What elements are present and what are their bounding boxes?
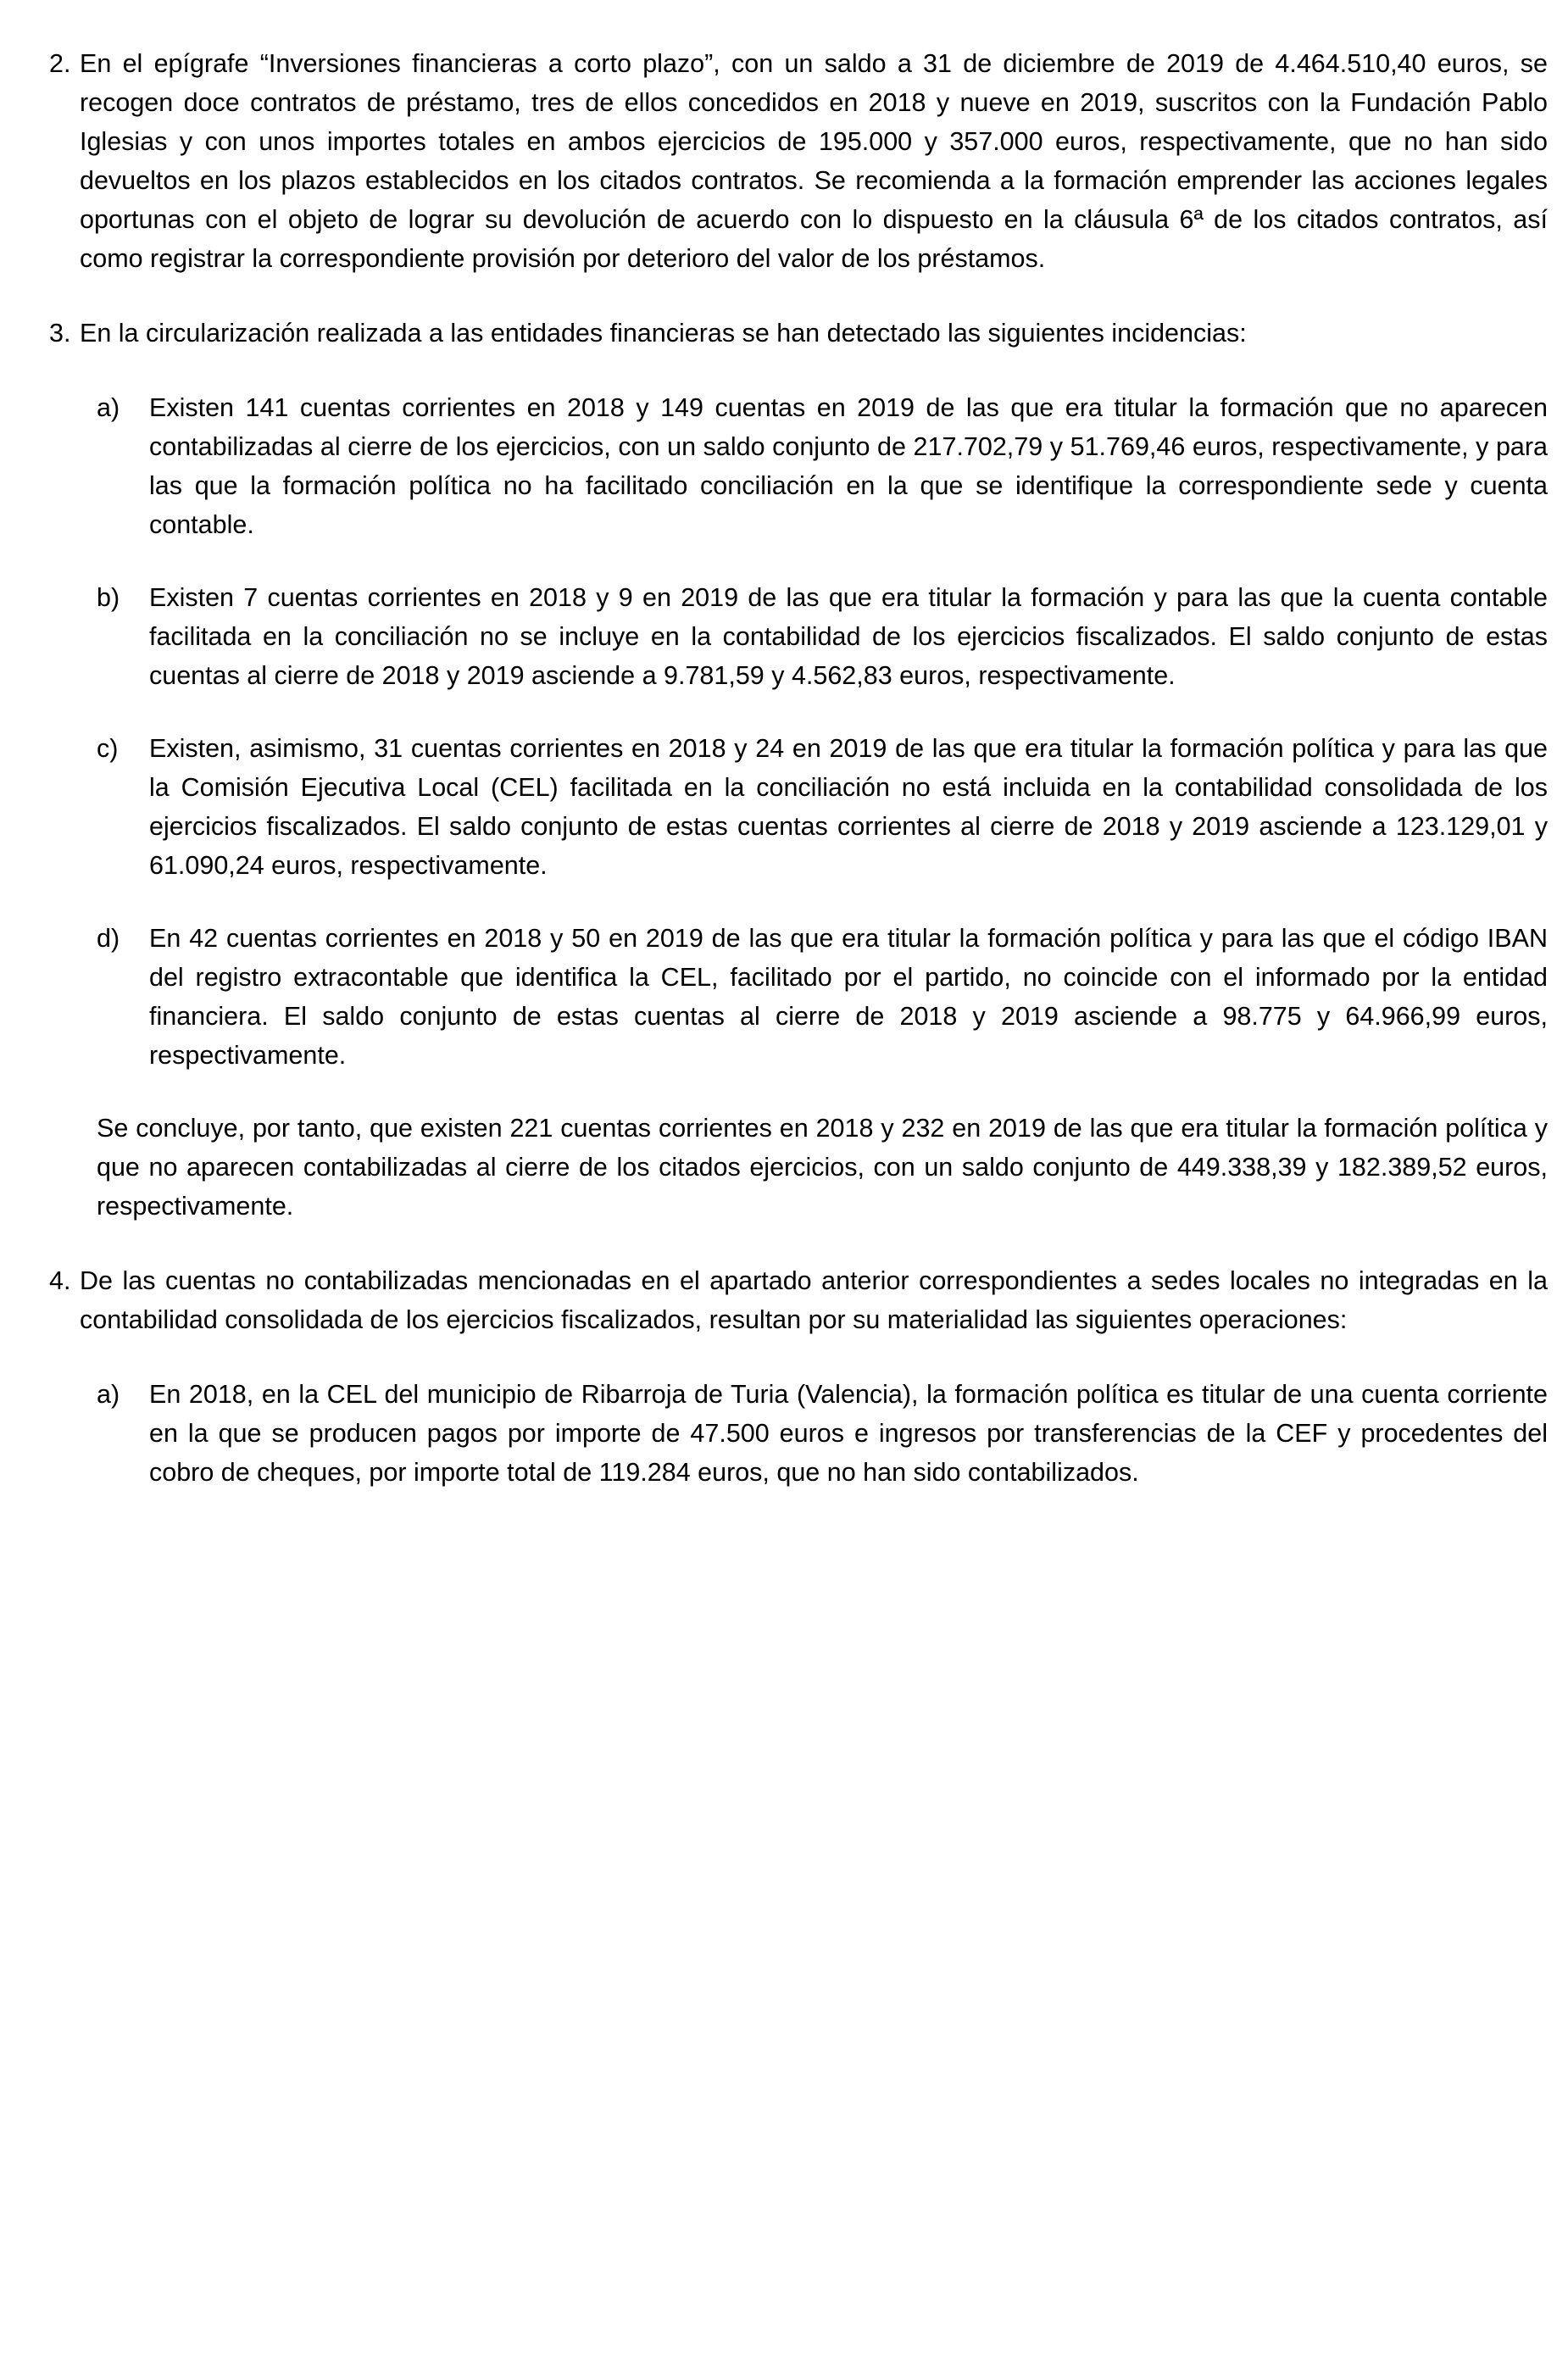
list-item-marker: d) (97, 924, 120, 953)
list-item-text: En 2018, en la CEL del municipio de Ribarroja de Turia (Valencia), la formación política es titular de una cuenta corriente en la que se producen pagos por importe de 47.500 euros e ingresos por transferencias de la CEF y procedentes del cobro de cheques, por importe total de 119.284 euros, que no han sido contabilizados. (149, 1380, 1548, 1487)
numbered-item (31, 44, 1548, 278)
list-item (31, 578, 1548, 695)
list-item-marker: a) (97, 1380, 120, 1409)
lettered-list (31, 388, 1548, 1075)
list-item-marker: b) (97, 583, 120, 612)
list-item (31, 388, 1548, 544)
lettered-list (31, 1375, 1548, 1492)
item-marker: 3. (49, 319, 71, 348)
list-item-text: Existen 7 cuentas corrientes en 2018 y 9 en 2019 de las que era titular la formación y para las que la cuenta contable facilitada en la conciliación no se incluye en la contabilidad de los ejercicios fiscalizados. El saldo conjunto de estas cuentas al cierre de 2018 y 2019 asciende a 9.781,59 y 4.562,83 euros, respectivamente. (149, 583, 1548, 690)
item-marker: 4. (49, 1266, 71, 1295)
item-text: En el epígrafe “Inversiones financieras a corto plazo”, con un saldo a 31 de diciembre de 2019 de 4.464.510,40 euros, se recogen doce contratos de préstamo, tres de ellos concedidos en 2018 y nueve en 2019, suscritos con la Fundación Pablo Iglesias y con unos importes totales en ambos ejercicios de 195.000 y 357.000 euros, respectivamente, que no han sido devueltos en los plazos establecidos en los citados contratos. Se recomienda a la formación emprender las acciones legales oportunas con el objeto de lograr su devolución de acuerdo con lo dispuesto en la cláusula 6ª de los citados contratos, así como registrar la correspondiente provisión por deterioro del valor de los préstamos. (80, 49, 1548, 273)
item-text: De las cuentas no contabilizadas mencionadas en el apartado anterior correspondientes a sedes locales no integradas en la contabilidad consolidada de los ejercicios fiscalizados, resultan por su materialidad las siguientes operaciones: (80, 1266, 1548, 1334)
numbered-item (31, 314, 1548, 353)
closing-paragraph: Se concluye, por tanto, que existen 221 cuentas corrientes en 2018 y 232 en 2019 de las que era titular la formación política y que no aparecen contabilizadas al cierre de los citados ejercicios, con un saldo conjunto de 449.338,39 y 182.389,52 euros, respectivamente. (97, 1114, 1548, 1221)
item-text: En la circularización realizada a las entidades financieras se han detectado las siguientes incidencias: (80, 319, 1247, 348)
list-item-text: Existen, asimismo, 31 cuentas corrientes en 2018 y 24 en 2019 de las que era titular la formación política y para las que la Comisión Ejecutiva Local (CEL) facilitada en la conciliación no está incluida en la contabilidad consolidada de los ejercicios fiscalizados. El saldo conjunto de estas cuentas corrientes al cierre de 2018 y 2019 asciende a 123.129,01 y 61.090,24 euros, respectivamente. (149, 734, 1548, 880)
list-item-text: Existen 141 cuentas corrientes en 2018 y 149 cuentas en 2019 de las que era titular la formación que no aparecen contabilizadas al cierre de los ejercicios, con un saldo conjunto de 217.702,79 y 51.769,46 euros, respectivamente, y para las que la formación política no ha facilitado conciliación en la que se identifique la correspondiente sede y cuenta contable. (149, 393, 1548, 539)
item-marker: 2. (49, 49, 71, 78)
document-body (31, 44, 1548, 1492)
numbered-item (31, 1261, 1548, 1339)
list-item (31, 1375, 1548, 1492)
list-item-text: En 42 cuentas corrientes en 2018 y 50 en 2019 de las que era titular la formación política y para las que el código IBAN del registro extracontable que identifica la CEL, facilitado por el partido, no coincide con el informado por la entidad financiera. El saldo conjunto de estas cuentas al cierre de 2018 y 2019 asciende a 98.775 y 64.966,99 euros, respectivamente. (149, 924, 1548, 1070)
list-item-marker: a) (97, 393, 120, 422)
list-item-marker: c) (97, 734, 119, 763)
list-item (31, 729, 1548, 885)
list-item (31, 919, 1548, 1075)
